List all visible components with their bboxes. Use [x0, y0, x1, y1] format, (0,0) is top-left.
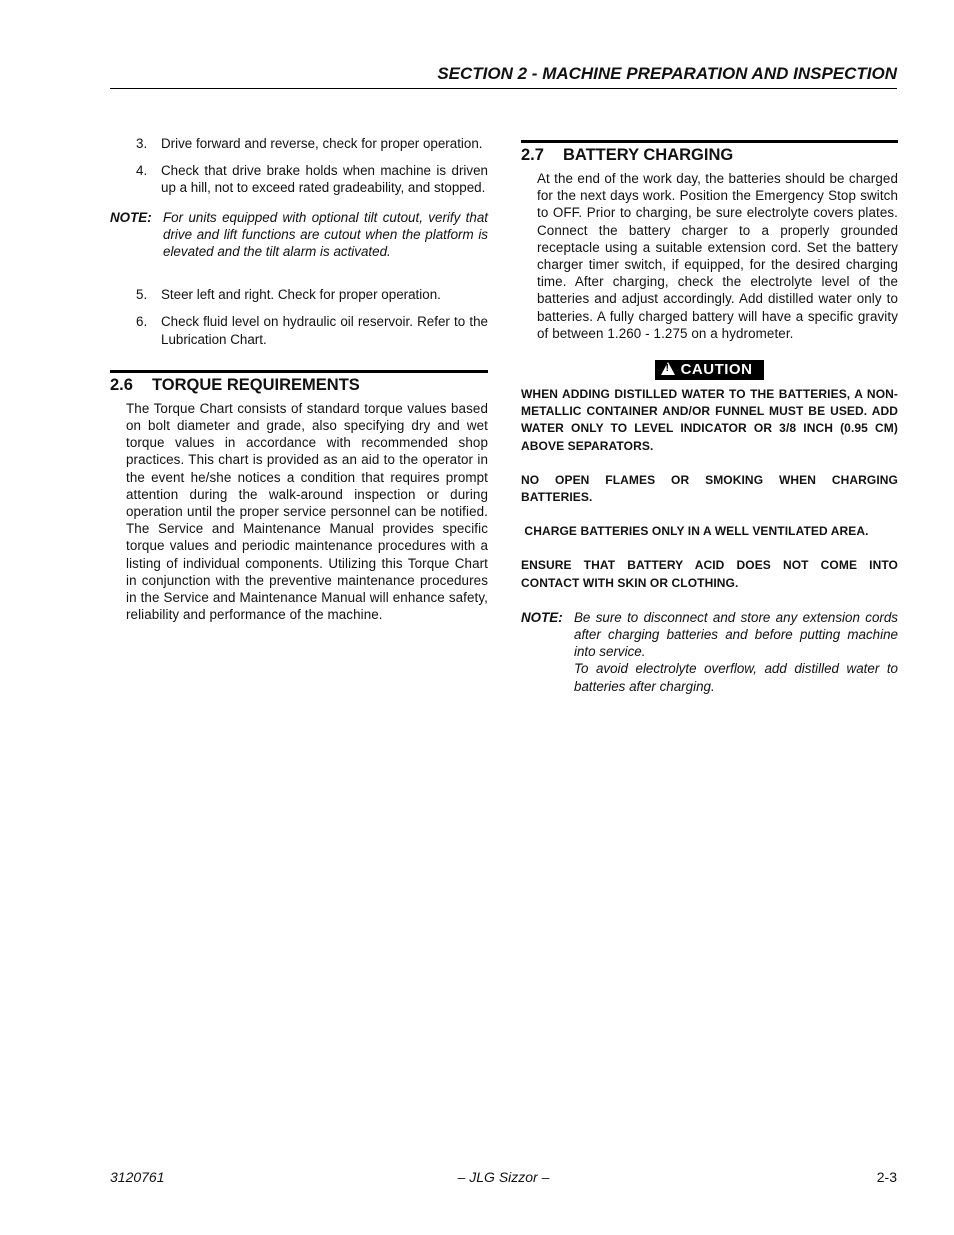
step-number: 5. [136, 287, 148, 303]
caution-banner [521, 360, 898, 380]
caution-badge [655, 360, 765, 380]
note-label: NOTE: [521, 609, 563, 625]
step-number: 3. [136, 136, 148, 151]
caution-text: CHARGE BATTERIES ONLY IN A WELL VENTILATED AREA. [521, 524, 869, 539]
section-header [110, 64, 897, 89]
list-item [110, 286, 488, 303]
step-text: Check that drive brake holds when machine is driven up a hill, not to exceed rated gradeability, and stopped. [161, 163, 488, 196]
right-column [521, 140, 898, 713]
list-item [110, 162, 488, 196]
step-number: 6. [136, 314, 148, 330]
section-number: 2.7 [521, 146, 544, 164]
section-number: 2.6 [110, 375, 133, 394]
step-text: Drive forward and reverse, check for proper operation. [161, 136, 483, 151]
note-line: To avoid electrolyte overflow, add distilled water to batteries after charging. [574, 661, 898, 694]
note-text [574, 609, 898, 695]
note-extension-cords [521, 609, 898, 695]
section-heading-title: BATTERY CHARGING [563, 146, 734, 164]
section-heading-torque [110, 370, 488, 396]
section-heading-battery [521, 140, 898, 166]
list-item [110, 313, 488, 347]
step-text: Check fluid level on hydraulic oil reservoir. Refer to the Lubrication Chart. [161, 314, 488, 347]
list-item [110, 135, 488, 152]
step-text: Steer left and right. Check for proper operation. [161, 287, 441, 303]
battery-body-paragraph: At the end of the work day, the batteries should be charged for the next days work. Position the Emergency Stop switch to OFF. Prior to charging, be sure electrolyte covers plates. Connect the battery charger to a properly grounded receptacle using a suitable extension cord. Set the battery charger timer switch, if equipped, for the desired charging time. After charging, check the electrolyte level of the batteries and adjust accordingly. Add distilled water only to batteries. A fully charged battery will have a specific gravity of between 1.260 - 1.275 on a hydrometer. [537, 171, 898, 341]
torque-body-paragraph: The Torque Chart consists of standard torque values based on bolt diameter and grade, also specifying dry and wet torque values in accordance with recommended shop practices. This chart is provided as an aid to the operator in the event he/she notices a condition that requires prompt attention during the walk-around inspection or during operation until the proper service personnel can be notified. The Service and Maintenance Manual provides specific torque values and periodic maintenance procedures with a listing of individual components. Utilizing this Torque Chart in conjunction with the preventive maintenance procedures in the Service and Maintenance Manual will enhance safety, reliability and performance of the machine. [126, 400, 488, 623]
section-title: SECTION 2 - MACHINE PREPARATION AND INSPECTION [437, 64, 897, 83]
caution-text: NO OPEN FLAMES OR SMOKING WHEN CHARGING BATTERIES. [521, 472, 898, 505]
left-column [110, 135, 488, 623]
note-tilt-cutout [110, 209, 488, 261]
note-label: NOTE: [110, 209, 152, 225]
warning-triangle-icon: ! [661, 362, 675, 375]
page-number: 2-3 [876, 1169, 897, 1185]
caution-text: WHEN ADDING DISTILLED WATER TO THE BATTERIES, A NON-METALLIC CONTAINER AND/OR FUNNEL MUST BE USED. ADD WATER ONLY TO LEVEL INDICATOR OR 3/8 INCH (0.95 CM) ABOVE SEPARATORS. [521, 387, 898, 453]
document-number: 3120761 [110, 1169, 165, 1185]
caution-label: CAUTION [680, 361, 753, 379]
section-heading-title: TORQUE REQUIREMENTS [152, 375, 360, 394]
note-text: For units equipped with optional tilt cutout, verify that drive and lift functions are cutout when the platform is elevated and the tilt alarm is activated. [163, 209, 488, 260]
footer-title: – JLG Sizzor – [457, 1169, 550, 1185]
step-number: 4. [136, 163, 148, 179]
note-line: Be sure to disconnect and store any extension cords after charging batteries and before putting machine into service. [574, 609, 898, 660]
caution-text: ENSURE THAT BATTERY ACID DOES NOT COME INTO CONTACT WITH SKIN OR CLOTHING. [521, 558, 898, 590]
